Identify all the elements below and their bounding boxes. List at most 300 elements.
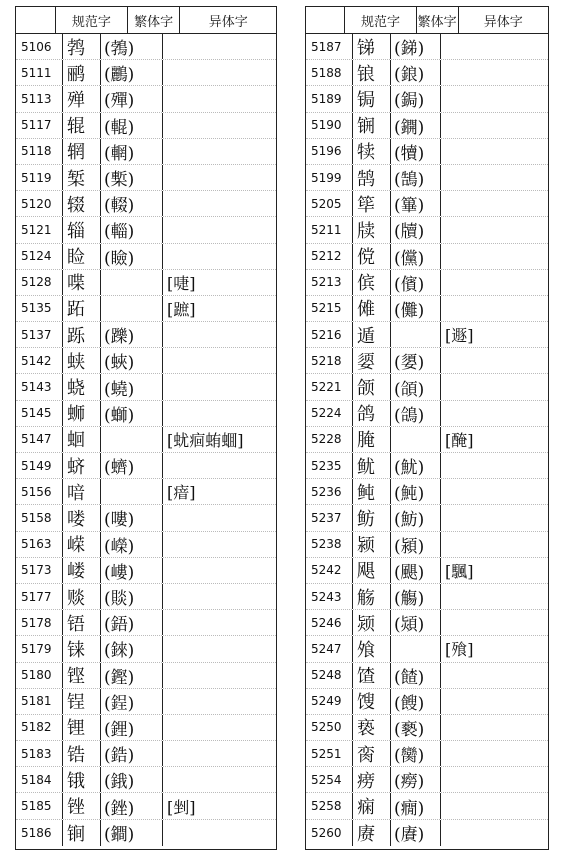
standard-char-cell: 赓 xyxy=(353,820,391,846)
code-cell: 5163 xyxy=(16,532,63,557)
code-cell: 5180 xyxy=(16,663,63,688)
code-cell: 5119 xyxy=(16,165,63,190)
traditional-char-cell: (嶁) xyxy=(101,558,163,583)
table-row xyxy=(306,663,548,689)
code-cell: 5183 xyxy=(16,741,63,766)
code-cell: 5181 xyxy=(16,689,63,714)
variant-char-cell xyxy=(441,401,548,426)
standard-char-cell: 鲀 xyxy=(353,479,391,504)
traditional-char-cell: (瞼) xyxy=(101,244,163,269)
variant-char-cell: [遯] xyxy=(445,326,474,346)
traditional-char-cell: (儺) xyxy=(391,296,441,321)
traditional-char-cell: (鐦) xyxy=(391,113,441,138)
table-row xyxy=(306,86,548,112)
header-code xyxy=(16,7,56,33)
variant-char-cell xyxy=(441,584,548,609)
code-cell: 5243 xyxy=(306,584,353,609)
table-row xyxy=(306,60,548,86)
standard-char-cell: 鸽 xyxy=(353,401,391,426)
table-row xyxy=(306,191,548,217)
variant-char-cell xyxy=(163,715,276,740)
table-row xyxy=(306,558,548,584)
table-row xyxy=(16,584,276,610)
code-cell: 5120 xyxy=(16,191,63,216)
traditional-char-cell: (螄) xyxy=(101,401,163,426)
header-traditional: 繁体字 xyxy=(128,7,181,33)
traditional-char-cell: (嘍) xyxy=(101,505,163,530)
variant-char-cell xyxy=(163,113,276,138)
code-cell: 5147 xyxy=(16,427,63,452)
code-cell: 5158 xyxy=(16,505,63,530)
standard-char-cell: 犊 xyxy=(353,139,391,164)
standard-char-cell: 喽 xyxy=(63,505,101,530)
right-table xyxy=(305,6,549,850)
header-standard xyxy=(56,7,128,33)
code-cell: 5186 xyxy=(16,820,63,846)
standard-char-cell: 赕 xyxy=(63,584,101,609)
traditional-char-cell: (牘) xyxy=(391,217,441,242)
table-row xyxy=(306,584,548,610)
table-row xyxy=(16,401,276,427)
variant-char-cell xyxy=(441,86,548,111)
code-cell: 5173 xyxy=(16,558,63,583)
standard-char-cell: 鲂 xyxy=(353,505,391,530)
traditional-char-cell: (銻) xyxy=(391,34,441,59)
table-row xyxy=(306,34,548,60)
traditional-char-cell: (鐧) xyxy=(101,820,163,846)
traditional-char-cell xyxy=(101,479,163,504)
variant-char-cell xyxy=(441,532,548,557)
table-row xyxy=(306,270,548,296)
standard-char-cell: 锎 xyxy=(353,113,391,138)
standard-char-cell: 铿 xyxy=(63,663,101,688)
table-row xyxy=(306,322,548,348)
standard-char-cell: 跞 xyxy=(63,322,101,347)
variant-char-cell xyxy=(441,113,548,138)
variant-char-cell xyxy=(441,165,548,190)
variant-char-cell xyxy=(441,270,548,295)
traditional-char-cell: (鴿) xyxy=(391,401,441,426)
traditional-char-cell: (鋃) xyxy=(391,60,441,85)
standard-char-cell: 蛴 xyxy=(63,453,101,478)
variant-char-cell xyxy=(163,165,276,190)
standard-char-cell: 腌 xyxy=(353,427,391,452)
code-cell: 5218 xyxy=(306,348,353,373)
traditional-char-cell: (輞) xyxy=(101,139,163,164)
standard-char-cell: 锇 xyxy=(63,767,101,792)
standard-char-cell: 傧 xyxy=(353,270,391,295)
code-cell: 5260 xyxy=(306,820,353,846)
code-cell: 5121 xyxy=(16,217,63,242)
table-row xyxy=(16,453,276,479)
code-cell: 5221 xyxy=(306,374,353,399)
standard-char-cell: 蛱 xyxy=(63,348,101,373)
traditional-char-cell: (鸝) xyxy=(101,60,163,85)
variant-char-cell xyxy=(163,374,276,399)
code-cell: 5254 xyxy=(306,767,353,792)
standard-char-cell: 鹁 xyxy=(63,34,101,59)
variant-char-cell xyxy=(163,401,276,426)
variant-char-cell xyxy=(163,505,276,530)
traditional-char-cell: (賧) xyxy=(101,584,163,609)
code-cell: 5143 xyxy=(16,374,63,399)
traditional-char-cell: (鵓) xyxy=(101,34,163,59)
variant-char-cell xyxy=(163,34,276,59)
standard-char-cell: 馊 xyxy=(353,689,391,714)
code-cell: 5178 xyxy=(16,610,63,635)
traditional-char-cell: (魴) xyxy=(391,505,441,530)
table-row xyxy=(306,374,548,400)
standard-char-cell: 跖 xyxy=(63,296,101,321)
variant-char-cell: [剉] xyxy=(167,797,196,817)
code-cell: 5190 xyxy=(306,113,353,138)
code-cell: 5213 xyxy=(306,270,353,295)
header-variant: 异体字 xyxy=(483,14,523,30)
traditional-char-cell: (殫) xyxy=(101,86,163,111)
traditional-char-cell xyxy=(391,427,441,452)
variant-char-cell xyxy=(441,139,548,164)
variant-char-cell xyxy=(163,139,276,164)
table-row xyxy=(16,532,276,558)
standard-char-cell: 辋 xyxy=(63,139,101,164)
code-cell: 5215 xyxy=(306,296,353,321)
traditional-char-cell: (篳) xyxy=(391,191,441,216)
code-cell: 5187 xyxy=(306,34,353,59)
standard-char-cell: 遁 xyxy=(353,322,391,347)
standard-char-cell: 飓 xyxy=(353,558,391,583)
variant-char-cell xyxy=(441,191,548,216)
standard-char-cell: 锆 xyxy=(63,741,101,766)
code-cell: 5124 xyxy=(16,244,63,269)
standard-char-cell: 颍 xyxy=(353,532,391,557)
table-row xyxy=(16,34,276,60)
variant-char-cell xyxy=(441,505,548,530)
standard-char-cell: 锂 xyxy=(63,715,101,740)
table-row xyxy=(306,401,548,427)
code-cell: 5111 xyxy=(16,60,63,85)
variant-char-cell xyxy=(163,191,276,216)
header-standard-label: 规范字 xyxy=(71,14,111,30)
standard-char-cell: 颌 xyxy=(353,374,391,399)
variant-char-cell xyxy=(441,663,548,688)
variant-char-cell xyxy=(163,60,276,85)
traditional-char-cell: (潁) xyxy=(391,532,441,557)
traditional-char-cell: (魨) xyxy=(391,479,441,504)
code-cell: 5117 xyxy=(16,113,63,138)
standard-char-cell: 傩 xyxy=(353,296,391,321)
code-cell: 5237 xyxy=(306,505,353,530)
table-row xyxy=(16,374,276,400)
code-cell: 5246 xyxy=(306,610,353,635)
variant-char-cell xyxy=(163,453,276,478)
variant-char-cell: [颿] xyxy=(445,561,474,581)
traditional-char-cell xyxy=(101,270,163,295)
code-cell: 5196 xyxy=(306,139,353,164)
code-cell: 5250 xyxy=(306,715,353,740)
code-cell: 5258 xyxy=(306,793,353,818)
table-row xyxy=(16,139,276,165)
traditional-char-cell: (銼) xyxy=(101,793,163,818)
standard-char-cell: 蛲 xyxy=(63,374,101,399)
variant-char-cell xyxy=(441,244,548,269)
standard-char-cell: 鹂 xyxy=(63,60,101,85)
table-row xyxy=(306,453,548,479)
traditional-char-cell: (鋙) xyxy=(101,610,163,635)
traditional-char-cell xyxy=(391,636,441,661)
table-row xyxy=(306,636,548,662)
variant-char-cell xyxy=(163,217,276,242)
traditional-char-cell: (儐) xyxy=(391,270,441,295)
traditional-char-cell: (餷) xyxy=(391,663,441,688)
right-table-body xyxy=(306,34,548,846)
table-row xyxy=(306,820,548,846)
table-row xyxy=(16,479,276,505)
header-standard-label: 规范字 xyxy=(361,14,401,30)
traditional-char-cell: (褻) xyxy=(391,715,441,740)
variant-char-cell xyxy=(441,793,548,818)
table-row xyxy=(306,793,548,819)
standard-char-cell: 牍 xyxy=(353,217,391,242)
code-cell: 5211 xyxy=(306,217,353,242)
standard-char-cell: 飧 xyxy=(353,636,391,661)
variant-char-cell: [飱] xyxy=(445,640,474,660)
traditional-char-cell: (槧) xyxy=(101,165,163,190)
table-row xyxy=(16,165,276,191)
header-variant: 异体字 xyxy=(208,14,248,30)
code-cell: 5142 xyxy=(16,348,63,373)
variant-char-cell xyxy=(441,689,548,714)
variant-char-cell xyxy=(163,636,276,661)
traditional-char-cell: (錸) xyxy=(101,636,163,661)
code-cell: 5238 xyxy=(306,532,353,557)
variant-char-cell xyxy=(163,689,276,714)
traditional-char-cell: (熲) xyxy=(391,610,441,635)
table-row xyxy=(16,505,276,531)
traditional-char-cell: (蟯) xyxy=(101,374,163,399)
traditional-char-cell: (癆) xyxy=(391,767,441,792)
variant-char-cell xyxy=(163,820,276,846)
traditional-char-cell: (鋨) xyxy=(101,767,163,792)
variant-char-cell: [醃] xyxy=(445,430,474,450)
variant-char-cell xyxy=(163,244,276,269)
table-row xyxy=(306,348,548,374)
standard-char-cell: 媭 xyxy=(353,348,391,373)
table-row xyxy=(306,217,548,243)
traditional-char-cell: (鋯) xyxy=(101,741,163,766)
code-cell: 5235 xyxy=(306,453,353,478)
variant-char-cell xyxy=(441,348,548,373)
traditional-char-cell: (輥) xyxy=(101,113,163,138)
variant-char-cell xyxy=(441,741,548,766)
code-cell: 5113 xyxy=(16,86,63,111)
code-cell: 5179 xyxy=(16,636,63,661)
code-cell: 5137 xyxy=(16,322,63,347)
table-row xyxy=(16,793,276,819)
table-row xyxy=(16,322,276,348)
variant-char-cell: [瘖] xyxy=(167,483,196,503)
table-row xyxy=(16,767,276,793)
traditional-char-cell: (觴) xyxy=(391,584,441,609)
table-header xyxy=(16,7,276,34)
variant-char-cell xyxy=(441,479,548,504)
code-cell: 5236 xyxy=(306,479,353,504)
table-row xyxy=(16,296,276,322)
traditional-char-cell: (颶) xyxy=(391,558,441,583)
traditional-char-cell xyxy=(101,427,163,452)
code-cell: 5188 xyxy=(306,60,353,85)
code-cell: 5224 xyxy=(306,401,353,426)
table-row xyxy=(306,532,548,558)
code-cell: 5135 xyxy=(16,296,63,321)
table-row xyxy=(16,689,276,715)
traditional-char-cell xyxy=(391,322,441,347)
left-table-body xyxy=(16,34,276,846)
standard-char-cell: 亵 xyxy=(353,715,391,740)
standard-char-cell: 锉 xyxy=(63,793,101,818)
variant-char-cell xyxy=(441,217,548,242)
traditional-char-cell: (犢) xyxy=(391,139,441,164)
standard-char-cell: 筚 xyxy=(353,191,391,216)
traditional-char-cell: (鋦) xyxy=(391,86,441,111)
code-cell: 5212 xyxy=(306,244,353,269)
traditional-char-cell: (躒) xyxy=(101,322,163,347)
traditional-char-cell: (頜) xyxy=(391,374,441,399)
traditional-char-cell: (魷) xyxy=(391,453,441,478)
standard-char-cell: 锒 xyxy=(353,60,391,85)
variant-char-cell xyxy=(163,86,276,111)
standard-char-cell: 痫 xyxy=(353,793,391,818)
standard-char-cell: 铻 xyxy=(63,610,101,635)
variant-char-cell: [蚘痐蛕蜖] xyxy=(167,430,244,450)
variant-char-cell xyxy=(441,610,548,635)
traditional-char-cell: (癇) xyxy=(391,793,441,818)
standard-char-cell: 铼 xyxy=(63,636,101,661)
traditional-char-cell: (賡) xyxy=(391,820,441,846)
code-cell: 5149 xyxy=(16,453,63,478)
variant-char-cell xyxy=(441,715,548,740)
variant-char-cell xyxy=(441,296,548,321)
standard-char-cell: 颎 xyxy=(353,610,391,635)
variant-char-cell xyxy=(163,741,276,766)
variant-char-cell xyxy=(441,767,548,792)
standard-char-cell: 椠 xyxy=(63,165,101,190)
code-cell: 5189 xyxy=(306,86,353,111)
variant-char-cell xyxy=(163,584,276,609)
variant-char-cell xyxy=(163,532,276,557)
table-row xyxy=(16,610,276,636)
code-cell: 5205 xyxy=(306,191,353,216)
traditional-char-cell: (儻) xyxy=(391,244,441,269)
standard-char-cell: 鹄 xyxy=(353,165,391,190)
code-cell: 5156 xyxy=(16,479,63,504)
variant-char-cell xyxy=(441,374,548,399)
traditional-char-cell: (餿) xyxy=(391,689,441,714)
table-row xyxy=(306,427,548,453)
table-row xyxy=(16,60,276,86)
standard-char-cell: 殚 xyxy=(63,86,101,111)
traditional-char-cell: (鋥) xyxy=(101,689,163,714)
standard-char-cell: 痨 xyxy=(353,767,391,792)
table-row xyxy=(16,86,276,112)
table-row xyxy=(16,113,276,139)
standard-char-cell: 锏 xyxy=(63,820,101,846)
table-row xyxy=(306,479,548,505)
traditional-char-cell: (嬃) xyxy=(391,348,441,373)
code-cell: 5184 xyxy=(16,767,63,792)
table-row xyxy=(306,610,548,636)
table-row xyxy=(306,165,548,191)
traditional-char-cell: (臠) xyxy=(391,741,441,766)
table-row xyxy=(16,244,276,270)
variant-char-cell xyxy=(441,820,548,846)
code-cell: 5216 xyxy=(306,322,353,347)
table-row xyxy=(16,558,276,584)
traditional-char-cell: (蛺) xyxy=(101,348,163,373)
standard-char-cell: 蛔 xyxy=(63,427,101,452)
code-cell: 5251 xyxy=(306,741,353,766)
standard-char-cell: 嵘 xyxy=(63,532,101,557)
standard-char-cell: 嵝 xyxy=(63,558,101,583)
standard-char-cell: 喋 xyxy=(63,270,101,295)
code-cell: 5185 xyxy=(16,793,63,818)
traditional-char-cell: (輟) xyxy=(101,191,163,216)
traditional-char-cell: (輜) xyxy=(101,217,163,242)
standard-char-cell: 脔 xyxy=(353,741,391,766)
traditional-char-cell: (鵠) xyxy=(391,165,441,190)
code-cell: 5248 xyxy=(306,663,353,688)
code-cell: 5182 xyxy=(16,715,63,740)
code-cell: 5118 xyxy=(16,139,63,164)
table-header xyxy=(306,7,548,34)
table-row xyxy=(306,741,548,767)
traditional-char-cell xyxy=(101,296,163,321)
code-cell: 5199 xyxy=(306,165,353,190)
traditional-char-cell: (鏗) xyxy=(101,663,163,688)
standard-char-cell: 锃 xyxy=(63,689,101,714)
table-row xyxy=(16,663,276,689)
variant-char-cell xyxy=(163,610,276,635)
table-row xyxy=(16,636,276,662)
code-cell: 5228 xyxy=(306,427,353,452)
header-code xyxy=(306,7,345,33)
table-row xyxy=(306,505,548,531)
table-row xyxy=(16,348,276,374)
table-row xyxy=(306,715,548,741)
standard-char-cell: 锑 xyxy=(353,34,391,59)
standard-char-cell: 辎 xyxy=(63,217,101,242)
header-standard xyxy=(345,7,416,33)
standard-char-cell: 觞 xyxy=(353,584,391,609)
code-cell: 5128 xyxy=(16,270,63,295)
variant-char-cell xyxy=(441,453,548,478)
standard-char-cell: 蛳 xyxy=(63,401,101,426)
standard-char-cell: 鱿 xyxy=(353,453,391,478)
standard-char-cell: 辍 xyxy=(63,191,101,216)
code-cell: 5106 xyxy=(16,34,63,59)
code-cell: 5145 xyxy=(16,401,63,426)
traditional-char-cell: (鋰) xyxy=(101,715,163,740)
standard-char-cell: 傥 xyxy=(353,244,391,269)
variant-char-cell xyxy=(163,767,276,792)
table-row xyxy=(16,270,276,296)
variant-char-cell xyxy=(441,60,548,85)
table-row xyxy=(306,113,548,139)
table-row xyxy=(306,767,548,793)
variant-char-cell xyxy=(163,322,276,347)
table-row xyxy=(16,427,276,453)
table-row xyxy=(16,741,276,767)
traditional-char-cell: (蠐) xyxy=(101,453,163,478)
